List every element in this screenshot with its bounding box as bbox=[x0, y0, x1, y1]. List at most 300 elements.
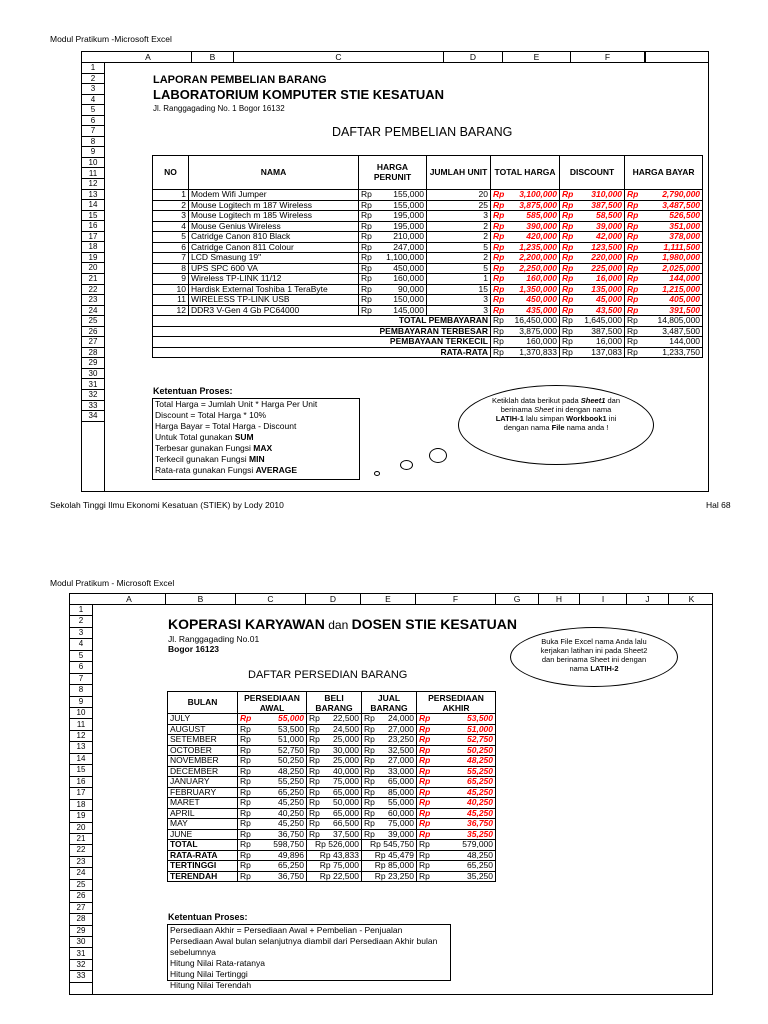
summary-akhir: 65,250 bbox=[435, 861, 496, 872]
summary-akhir: 35,250 bbox=[435, 871, 496, 882]
row-header[interactable]: 1 bbox=[82, 63, 104, 74]
row-header[interactable]: 5 bbox=[70, 651, 92, 662]
row-header[interactable]: 6 bbox=[70, 662, 92, 673]
rule-function: SUM bbox=[234, 432, 254, 442]
cell-jual: 75,000 bbox=[376, 819, 417, 830]
cell-currency: Rp bbox=[625, 295, 641, 306]
col-header[interactable]: H bbox=[539, 594, 580, 604]
page1-header: Modul Pratikum -Microsoft Excel bbox=[50, 34, 172, 44]
cell-currency: Rp bbox=[625, 221, 641, 232]
cell-total: 1,235,000 bbox=[507, 242, 560, 253]
rule-text: Untuk Total gunakan bbox=[155, 432, 235, 442]
table-row bbox=[153, 190, 703, 201]
summary-total: 3,875,000 bbox=[507, 326, 560, 337]
row-header[interactable]: 20 bbox=[70, 823, 92, 834]
cell-total: 1,350,000 bbox=[507, 284, 560, 295]
cell-currency: Rp bbox=[560, 337, 576, 348]
cell-jual: 39,000 bbox=[376, 829, 417, 840]
cell-bulan: JANUARY bbox=[168, 777, 238, 788]
row-header[interactable]: 30 bbox=[82, 369, 104, 380]
cell-currency: Rp bbox=[362, 829, 376, 840]
row-header[interactable]: 21 bbox=[82, 274, 104, 285]
row-header[interactable]: 29 bbox=[82, 358, 104, 369]
table-title: DAFTAR PERSEDIAN BARANG bbox=[248, 669, 408, 681]
cell-currency: Rp bbox=[238, 714, 256, 725]
row-header[interactable]: 11 bbox=[82, 169, 104, 180]
cell-no: 12 bbox=[153, 305, 189, 316]
cell-currency: Rp bbox=[417, 861, 435, 872]
row-header[interactable]: 31 bbox=[70, 949, 92, 960]
row-header[interactable]: 8 bbox=[70, 685, 92, 696]
row-header[interactable]: 29 bbox=[70, 926, 92, 937]
row-header[interactable]: 28 bbox=[82, 348, 104, 359]
table-row bbox=[168, 745, 496, 756]
col-header[interactable]: E bbox=[503, 52, 571, 62]
row-header[interactable]: 10 bbox=[82, 158, 104, 169]
col-header[interactable]: K bbox=[688, 594, 695, 604]
summary-row bbox=[153, 326, 703, 337]
cell-nama: Mouse Logitech m 185 Wireless bbox=[189, 211, 359, 222]
row-header[interactable]: 26 bbox=[70, 891, 92, 902]
row-header[interactable]: 13 bbox=[70, 742, 92, 753]
cell-bayar: 144,000 bbox=[641, 274, 703, 285]
row-header[interactable]: 16 bbox=[70, 777, 92, 788]
summary-beli: Rp 22,500 bbox=[307, 871, 362, 882]
cell-currency: Rp bbox=[625, 253, 641, 264]
cell-awal: 55,250 bbox=[256, 777, 307, 788]
table-row bbox=[153, 232, 703, 243]
header-harga: HARGA PERUNIT bbox=[359, 156, 427, 190]
rule-function: MIN bbox=[249, 454, 265, 464]
cell-jumlah: 15 bbox=[427, 284, 491, 295]
cell-discount: 135,000 bbox=[576, 284, 625, 295]
cell-currency: Rp bbox=[362, 756, 376, 767]
row-header[interactable]: 23 bbox=[70, 857, 92, 868]
cell-akhir: 51,000 bbox=[435, 724, 496, 735]
row-header[interactable]: 12 bbox=[82, 179, 104, 190]
col-header[interactable]: G bbox=[496, 594, 539, 604]
cell-currency: Rp bbox=[491, 242, 507, 253]
table-row bbox=[153, 253, 703, 264]
row-header[interactable]: 25 bbox=[82, 316, 104, 327]
cell-beli: 65,000 bbox=[321, 808, 362, 819]
cell-akhir: 48,250 bbox=[435, 756, 496, 767]
cell-nama: LCD Smasung 19" bbox=[189, 253, 359, 264]
cell-currency: Rp bbox=[491, 263, 507, 274]
cell-currency: Rp bbox=[417, 724, 435, 735]
cell-currency: Rp bbox=[560, 326, 576, 337]
purchase-table bbox=[152, 155, 703, 358]
col-header[interactable]: F bbox=[416, 594, 496, 604]
row-header[interactable]: 33 bbox=[82, 401, 104, 412]
row-header[interactable]: 16 bbox=[82, 221, 104, 232]
rule-line: Hitung Nilai Rata-ratanya bbox=[170, 958, 265, 968]
cell-jumlah: 25 bbox=[427, 200, 491, 211]
row-header[interactable]: 22 bbox=[82, 285, 104, 296]
cell-currency: Rp bbox=[417, 850, 435, 861]
summary-bayar: 3,487,500 bbox=[641, 326, 703, 337]
table-row bbox=[168, 798, 496, 809]
cell-no: 9 bbox=[153, 274, 189, 285]
table-header-row bbox=[168, 692, 496, 714]
cell-currency: Rp bbox=[307, 787, 321, 798]
row-header[interactable]: 9 bbox=[82, 147, 104, 158]
cell-currency: Rp bbox=[238, 735, 256, 746]
sheet2 bbox=[69, 593, 713, 995]
row-header[interactable]: 13 bbox=[82, 190, 104, 201]
summary-discount: 137,083 bbox=[576, 347, 625, 358]
row-header[interactable]: 11 bbox=[70, 720, 92, 731]
cell-bayar: 2,025,000 bbox=[641, 263, 703, 274]
cell-currency: Rp bbox=[359, 242, 375, 253]
cell-discount: 45,000 bbox=[576, 295, 625, 306]
cell-awal: 45,250 bbox=[256, 798, 307, 809]
summary-bayar: 144,000 bbox=[641, 337, 703, 348]
cell-jumlah: 2 bbox=[427, 232, 491, 243]
cell-nama: Catridge Canon 810 Black bbox=[189, 232, 359, 243]
summary-discount: 16,000 bbox=[576, 337, 625, 348]
cell-bulan: OCTOBER bbox=[168, 745, 238, 756]
cell-currency: Rp bbox=[625, 347, 641, 358]
table-row bbox=[168, 787, 496, 798]
col-header[interactable]: J bbox=[627, 594, 669, 604]
cell-currency: Rp bbox=[417, 840, 435, 851]
cell-currency: Rp bbox=[359, 295, 375, 306]
table-row bbox=[168, 808, 496, 819]
summary-total: 16,450,000 bbox=[507, 316, 560, 327]
row-header[interactable]: 24 bbox=[82, 306, 104, 317]
instruction-cloud: Ketiklah data berikut pada Sheet1 dan berinama Sheet ini dengan nama LATIH-1 lalu simpan Workbook1 ini dengan nama File nama anda ! bbox=[458, 385, 654, 465]
sheet1-column-headers bbox=[82, 52, 708, 63]
summary-discount: 387,500 bbox=[576, 326, 625, 337]
cell-currency: Rp bbox=[362, 787, 376, 798]
row-header[interactable]: 25 bbox=[70, 880, 92, 891]
cell-currency: Rp bbox=[362, 745, 376, 756]
row-header[interactable]: 8 bbox=[82, 137, 104, 148]
cell-currency: Rp bbox=[362, 724, 376, 735]
cell-currency: Rp bbox=[307, 724, 321, 735]
table-row bbox=[153, 200, 703, 211]
row-header[interactable]: 17 bbox=[82, 232, 104, 243]
ketentuan-title: Ketentuan Proses: bbox=[168, 912, 248, 922]
cell-beli: 75,000 bbox=[321, 777, 362, 788]
cell-currency: Rp bbox=[359, 190, 375, 201]
row-header[interactable]: 24 bbox=[70, 868, 92, 879]
summary-jual: Rp 545,750 bbox=[362, 840, 417, 851]
cell-bayar: 2,790,000 bbox=[641, 190, 703, 201]
row-header[interactable]: 4 bbox=[82, 95, 104, 106]
cell-currency: Rp bbox=[491, 274, 507, 285]
thought-bubble-dot bbox=[429, 448, 447, 463]
cell-currency: Rp bbox=[238, 724, 256, 735]
table-row bbox=[153, 221, 703, 232]
row-header[interactable]: 4 bbox=[70, 639, 92, 650]
page1-footer: Sekolah Tinggi Ilmu Ekonomi Kesatuan (STIEK) by Lody 2010 bbox=[50, 500, 284, 510]
cell-currency: Rp bbox=[417, 829, 435, 840]
row-header[interactable]: 15 bbox=[82, 211, 104, 222]
row-header[interactable]: 17 bbox=[70, 788, 92, 799]
row-header[interactable]: 14 bbox=[82, 200, 104, 211]
cell-beli: 22,500 bbox=[321, 714, 362, 725]
row-header[interactable]: 2 bbox=[70, 616, 92, 627]
instruction-cloud: Buka File Excel nama Anda lalu kerjakan latihan ini pada Sheet2 dan berinama Sheet ini dengan nama LATIH-2 bbox=[510, 627, 678, 687]
row-header[interactable]: 3 bbox=[82, 84, 104, 95]
cell-currency: Rp bbox=[625, 326, 641, 337]
cell-currency: Rp bbox=[307, 745, 321, 756]
cell-awal: 40,250 bbox=[256, 808, 307, 819]
cell-total: 420,000 bbox=[507, 232, 560, 243]
col-header[interactable]: C bbox=[236, 594, 306, 604]
row-header[interactable]: 31 bbox=[82, 380, 104, 391]
table-row bbox=[153, 211, 703, 222]
summary-label: TERTINGGI bbox=[168, 861, 238, 872]
summary-awal: 598,750 bbox=[256, 840, 307, 851]
row-header[interactable]: 21 bbox=[70, 834, 92, 845]
row-header[interactable]: 26 bbox=[82, 327, 104, 338]
cell-currency: Rp bbox=[238, 756, 256, 767]
cell-jual: 33,000 bbox=[376, 766, 417, 777]
cell-currency: Rp bbox=[359, 200, 375, 211]
summary-awal: 49,896 bbox=[256, 850, 307, 861]
col-header[interactable]: B bbox=[166, 594, 236, 604]
cell-discount: 387,500 bbox=[576, 200, 625, 211]
cell-harga: 160,000 bbox=[375, 274, 427, 285]
cell-currency: Rp bbox=[491, 316, 507, 327]
cell-discount: 43,500 bbox=[576, 305, 625, 316]
cell-currency: Rp bbox=[491, 221, 507, 232]
cell-jual: 24,000 bbox=[376, 714, 417, 725]
table-row bbox=[168, 766, 496, 777]
cell-discount: 39,000 bbox=[576, 221, 625, 232]
col-header[interactable]: B bbox=[192, 52, 234, 62]
cell-harga: 450,000 bbox=[375, 263, 427, 274]
col-header[interactable]: E bbox=[361, 594, 416, 604]
summary-beli: Rp 75,000 bbox=[307, 861, 362, 872]
row-header[interactable]: 18 bbox=[70, 800, 92, 811]
cell-akhir: 45,250 bbox=[435, 787, 496, 798]
row-header[interactable]: 18 bbox=[82, 242, 104, 253]
cell-total: 160,000 bbox=[507, 274, 560, 285]
cell-currency: Rp bbox=[560, 221, 576, 232]
cell-currency: Rp bbox=[359, 284, 375, 295]
table-header-row bbox=[153, 156, 703, 190]
col-header[interactable]: A bbox=[105, 52, 192, 62]
cell-awal: 55,000 bbox=[256, 714, 307, 725]
summary-awal: 36,750 bbox=[256, 871, 307, 882]
row-header[interactable]: 34 bbox=[82, 411, 104, 422]
cell-nama: DDR3 V-Gen 4 Gb PC64000 bbox=[189, 305, 359, 316]
cell-beli: 25,000 bbox=[321, 756, 362, 767]
cell-currency: Rp bbox=[417, 871, 435, 882]
cell-beli: 66,500 bbox=[321, 819, 362, 830]
row-header[interactable]: 19 bbox=[70, 811, 92, 822]
cell-currency: Rp bbox=[491, 200, 507, 211]
cell-currency: Rp bbox=[362, 777, 376, 788]
summary-beli: Rp 43,833 bbox=[307, 850, 362, 861]
col-header[interactable]: D bbox=[306, 594, 361, 604]
cell-discount: 220,000 bbox=[576, 253, 625, 264]
cell-no: 6 bbox=[153, 242, 189, 253]
cell-jumlah: 2 bbox=[427, 221, 491, 232]
cell-total: 3,875,000 bbox=[507, 200, 560, 211]
col-header[interactable]: F bbox=[571, 52, 645, 62]
cell-discount: 58,500 bbox=[576, 211, 625, 222]
col-header[interactable]: A bbox=[93, 594, 166, 604]
cell-currency: Rp bbox=[560, 211, 576, 222]
table-row bbox=[153, 274, 703, 285]
cell-jumlah: 3 bbox=[427, 211, 491, 222]
row-header[interactable]: 32 bbox=[70, 960, 92, 971]
cell-awal: 48,250 bbox=[256, 766, 307, 777]
cell-currency: Rp bbox=[417, 808, 435, 819]
col-header[interactable]: D bbox=[444, 52, 503, 62]
cell-currency: Rp bbox=[359, 221, 375, 232]
cell-total: 435,000 bbox=[507, 305, 560, 316]
row-header[interactable]: 9 bbox=[70, 697, 92, 708]
row-header[interactable]: 14 bbox=[70, 754, 92, 765]
row-header[interactable]: 3 bbox=[70, 628, 92, 639]
address-line2: Bogor 16123 bbox=[168, 644, 220, 654]
cell-bayar: 3,487,500 bbox=[641, 200, 703, 211]
cell-currency: Rp bbox=[491, 326, 507, 337]
page-number: Hal 68 bbox=[706, 500, 731, 510]
cell-currency: Rp bbox=[238, 777, 256, 788]
cell-currency: Rp bbox=[417, 819, 435, 830]
cell-currency: Rp bbox=[625, 305, 641, 316]
cell-currency: Rp bbox=[625, 316, 641, 327]
row-header[interactable]: 5 bbox=[82, 105, 104, 116]
summary-row bbox=[168, 871, 496, 882]
cell-awal: 51,000 bbox=[256, 735, 307, 746]
row-header[interactable]: 30 bbox=[70, 937, 92, 948]
cell-nama: Catridge Canon 811 Colour bbox=[189, 242, 359, 253]
sheet1-row-headers bbox=[82, 63, 105, 491]
row-header[interactable]: 33 bbox=[70, 971, 92, 982]
summary-jual: Rp 45,479 bbox=[362, 850, 417, 861]
thought-bubble-dot bbox=[374, 471, 380, 476]
row-header[interactable]: 32 bbox=[82, 390, 104, 401]
row-header[interactable]: 10 bbox=[70, 708, 92, 719]
table-row bbox=[153, 305, 703, 316]
row-header[interactable]: 22 bbox=[70, 845, 92, 856]
cell-currency: Rp bbox=[491, 347, 507, 358]
cell-currency: Rp bbox=[238, 798, 256, 809]
cell-discount: 310,000 bbox=[576, 190, 625, 201]
cell-total: 450,000 bbox=[507, 295, 560, 306]
row-header[interactable]: 1 bbox=[70, 605, 92, 616]
cell-currency: Rp bbox=[359, 211, 375, 222]
cell-currency: Rp bbox=[491, 337, 507, 348]
cell-harga: 210,000 bbox=[375, 232, 427, 243]
row-header[interactable]: 7 bbox=[70, 674, 92, 685]
header-discount: DISCOUNT bbox=[560, 156, 625, 190]
row-header[interactable]: 19 bbox=[82, 253, 104, 264]
cell-no: 8 bbox=[153, 263, 189, 274]
cell-currency: Rp bbox=[238, 829, 256, 840]
row-header[interactable]: 12 bbox=[70, 731, 92, 742]
cell-no: 1 bbox=[153, 190, 189, 201]
rule-line bbox=[155, 443, 359, 454]
rule-function: AVERAGE bbox=[255, 465, 298, 475]
rule-text: Terkecil gunakan Fungsi bbox=[155, 454, 250, 464]
cell-jual: 85,000 bbox=[376, 787, 417, 798]
summary-discount: 1,645,000 bbox=[576, 316, 625, 327]
cell-jumlah: 5 bbox=[427, 242, 491, 253]
cell-currency: Rp bbox=[560, 305, 576, 316]
cell-jual: 32,500 bbox=[376, 745, 417, 756]
cell-currency: Rp bbox=[307, 808, 321, 819]
cell-harga: 150,000 bbox=[375, 295, 427, 306]
address: Jl. Ranggagading No. 1 Bogor 16132 bbox=[153, 104, 285, 113]
summary-bayar: 14,805,000 bbox=[641, 316, 703, 327]
sheet2-column-headers bbox=[70, 594, 712, 605]
row-header[interactable]: 2 bbox=[82, 74, 104, 85]
rule-line bbox=[155, 421, 359, 432]
cell-discount: 225,000 bbox=[576, 263, 625, 274]
col-header[interactable]: C bbox=[234, 52, 444, 62]
row-header[interactable]: 20 bbox=[82, 263, 104, 274]
cell-beli: 30,000 bbox=[321, 745, 362, 756]
cell-awal: 52,750 bbox=[256, 745, 307, 756]
cell-jumlah: 5 bbox=[427, 263, 491, 274]
header-total: TOTAL HARGA bbox=[491, 156, 560, 190]
row-header[interactable]: 7 bbox=[82, 126, 104, 137]
cell-bayar: 351,000 bbox=[641, 221, 703, 232]
cell-jual: 23,250 bbox=[376, 735, 417, 746]
cell-nama: WIRELESS TP-LINK USB bbox=[189, 295, 359, 306]
row-header[interactable]: 28 bbox=[70, 914, 92, 925]
cell-nama: UPS SPC 600 VA bbox=[189, 263, 359, 274]
row-header[interactable]: 27 bbox=[70, 903, 92, 914]
cell-harga: 155,000 bbox=[375, 200, 427, 211]
cell-total: 585,000 bbox=[507, 211, 560, 222]
cell-currency: Rp bbox=[417, 766, 435, 777]
cell-bulan: NOVEMBER bbox=[168, 756, 238, 767]
row-header[interactable]: 6 bbox=[82, 116, 104, 127]
sheet2-row-headers bbox=[70, 605, 93, 994]
table-row bbox=[168, 735, 496, 746]
cell-currency: Rp bbox=[560, 316, 576, 327]
cell-currency: Rp bbox=[625, 190, 641, 201]
cell-currency: Rp bbox=[359, 274, 375, 285]
cell-bulan: MARET bbox=[168, 798, 238, 809]
table-row bbox=[153, 284, 703, 295]
cell-no: 5 bbox=[153, 232, 189, 243]
cell-currency: Rp bbox=[417, 777, 435, 788]
summary-row bbox=[168, 850, 496, 861]
table-row bbox=[168, 777, 496, 788]
row-header[interactable]: 27 bbox=[82, 337, 104, 348]
cell-nama: Wireless TP-LINK 11/12 bbox=[189, 274, 359, 285]
cell-jumlah: 2 bbox=[427, 253, 491, 264]
row-header[interactable]: 23 bbox=[82, 295, 104, 306]
col-header[interactable]: I bbox=[580, 594, 627, 604]
rule-line bbox=[155, 454, 359, 465]
cell-currency: Rp bbox=[625, 284, 641, 295]
cell-currency: Rp bbox=[560, 190, 576, 201]
cell-currency: Rp bbox=[362, 735, 376, 746]
cell-currency: Rp bbox=[238, 766, 256, 777]
ketentuan-box bbox=[152, 398, 360, 480]
header-jual: JUAL BARANG bbox=[362, 692, 417, 714]
rule-line: Persediaan Awal bulan selanjutnya diambil dari Persediaan Akhir bulan sebelumnya bbox=[170, 936, 438, 957]
cell-currency: Rp bbox=[625, 232, 641, 243]
cell-currency: Rp bbox=[359, 253, 375, 264]
cell-currency: Rp bbox=[417, 798, 435, 809]
cell-beli: 24,500 bbox=[321, 724, 362, 735]
row-header[interactable]: 15 bbox=[70, 765, 92, 776]
rule-line: Hitung Nilai Tertinggi bbox=[170, 969, 248, 979]
